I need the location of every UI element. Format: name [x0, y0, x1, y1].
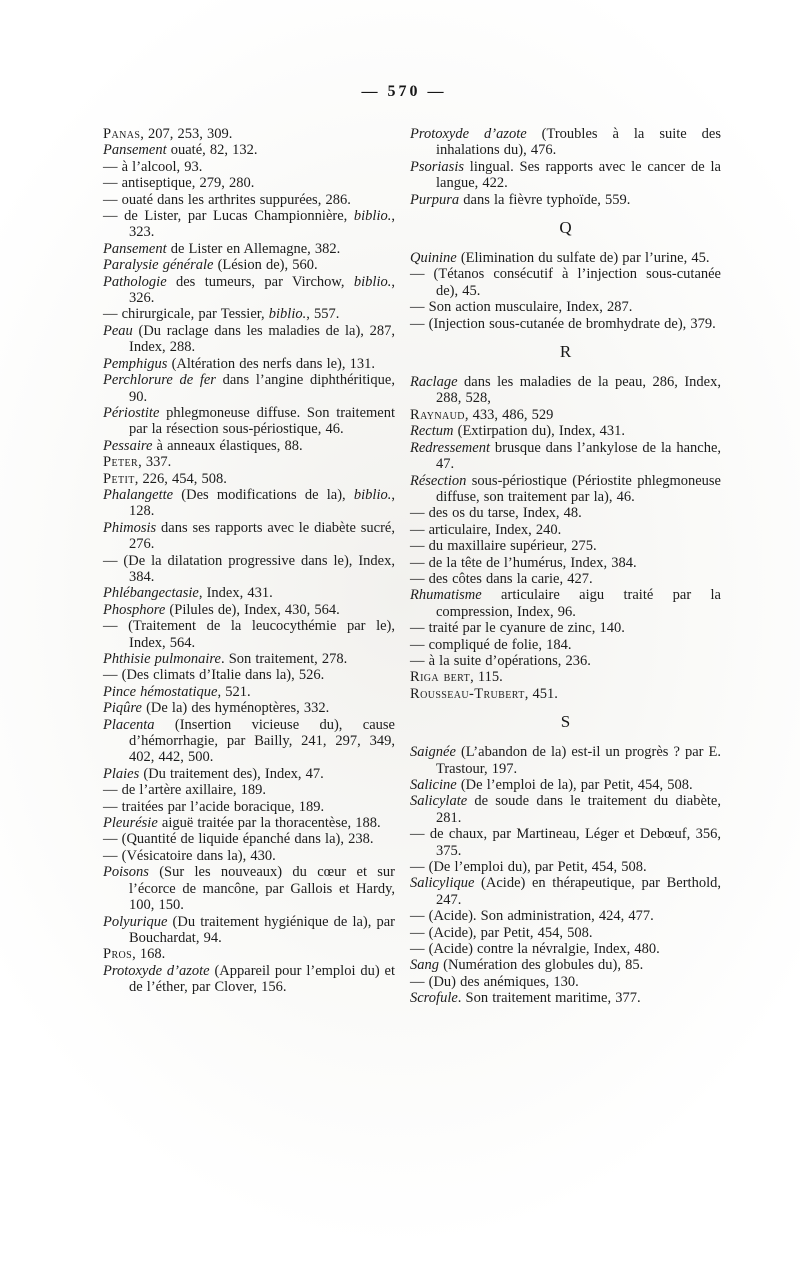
entry-segment: (Acide) en thérapeutique, par Berthold, 247.: [436, 875, 721, 908]
entry-segment: (Du traitement des), Index, 47.: [139, 765, 324, 782]
index-entry: [103, 372, 395, 405]
entry-segment: — (Tétanos consécutif à l’injection sous-cutanée de), 45.: [410, 266, 721, 299]
index-entry: [103, 782, 395, 798]
entry-segment: Raclage: [410, 374, 458, 391]
index-entry: [103, 667, 395, 683]
entry-segment: Pros: [103, 946, 133, 963]
index-entry: [103, 602, 395, 618]
entry-segment: Scrofule: [410, 990, 458, 1007]
entry-segment: Plaies: [103, 765, 140, 782]
index-entry: [103, 208, 395, 241]
index-entry: [103, 799, 395, 815]
entry-segment: , 128.: [129, 486, 395, 520]
entry-segment: — (De l’emploi du), par Petit, 454, 508.: [410, 859, 647, 876]
entry-segment: Petit: [103, 470, 135, 487]
entry-segment: Salicine: [410, 777, 457, 793]
entry-segment: — chirurgicale, par Tessier,: [103, 306, 269, 323]
entry-segment: , 557.: [306, 306, 340, 323]
index-entry: [103, 717, 395, 766]
index-entry: [410, 908, 721, 924]
index-entry: [410, 620, 721, 636]
entry-segment: . Son traitement maritime, 377.: [457, 990, 641, 1007]
entry-segment: — (Des climats d’Italie dans la), 526.: [103, 667, 325, 684]
entry-segment: Périostite: [103, 404, 160, 421]
entry-segment: articulaire aigu traité par la compression, Index, 96.: [436, 587, 721, 620]
index-columns: [103, 126, 721, 1007]
entry-segment: (Troubles à la suite des inhalations du), 476.: [436, 126, 721, 159]
entry-segment: dans la fièvre typhoïde, 559.: [459, 191, 631, 208]
index-entry: [410, 250, 721, 266]
index-entry: [103, 175, 395, 191]
entry-segment: — traité par le cyanure de zinc, 140.: [410, 620, 625, 637]
entry-segment: — (Du) des anémiques, 130.: [410, 973, 579, 990]
entry-segment: lingual. Ses rapports avec le cancer de la langue, 422.: [436, 158, 721, 192]
entry-segment: Poisons: [103, 864, 149, 881]
entry-segment: — articulaire, Index, 240.: [410, 521, 562, 538]
entry-segment: Pessaire: [103, 437, 153, 454]
entry-segment: Phlébangectasie: [103, 585, 199, 602]
entry-segment: Peter: [103, 454, 139, 471]
entry-segment: Rousseau-Trubert: [410, 685, 525, 702]
entry-segment: , Index, 431.: [198, 585, 273, 602]
entry-segment: , 451.: [524, 685, 558, 702]
index-entry: [103, 454, 395, 470]
entry-segment: (Extirpation du), Index, 431.: [453, 423, 626, 440]
entry-segment: (Du traitement hygiénique de la), par Bouchardat, 94.: [129, 913, 395, 946]
entry-segment: (Du raclage dans les maladies de la), 287, Index, 288.: [129, 322, 395, 356]
entry-segment: — (Acide). Son administration, 424, 477.: [410, 908, 654, 925]
entry-segment: (Lésion de), 560.: [213, 257, 318, 274]
index-entry: [410, 925, 721, 941]
entry-segment: Quinine: [410, 250, 457, 267]
index-entry: [410, 637, 721, 653]
entry-segment: , 337.: [138, 454, 172, 471]
index-entry: [103, 585, 395, 601]
index-entry: [410, 159, 721, 192]
index-entry: [103, 405, 395, 438]
entry-segment: (Des modifications de la),: [173, 486, 354, 503]
entry-segment: (Pilules de), Index, 430, 564.: [165, 601, 340, 618]
entry-segment: à anneaux élastiques, 88.: [152, 437, 303, 454]
entry-segment: Peau: [103, 322, 133, 339]
entry-segment: (Appareil pour l’emploi du) et de l’éther, par Clover, 156.: [129, 962, 396, 996]
index-entry: [410, 875, 721, 908]
index-entry: [103, 159, 395, 175]
index-entry: [103, 815, 395, 831]
entry-segment: Polyurique: [103, 913, 168, 930]
entry-segment: (De la) des hyménoptères, 332.: [141, 700, 330, 717]
entry-segment: dans les maladies de la peau, 286, Index, 288, 528,: [436, 374, 721, 407]
entry-segment: (De l’emploi de la), par Petit, 454, 508.: [456, 777, 693, 793]
entry-segment: , 207, 253, 309.: [140, 126, 233, 142]
entry-segment: Protoxyde d’azote: [103, 962, 210, 979]
entry-segment: — à l’alcool, 93.: [103, 158, 203, 175]
entry-segment: — (Acide), par Petit, 454, 508.: [410, 924, 593, 941]
entry-segment: , 323.: [129, 208, 395, 241]
entry-segment: Placenta: [103, 716, 155, 733]
entry-segment: (Insertion vicieuse du), cause d’hémorrhagie, par Bailly, 241, 297, 349, 402, 442, 500.: [129, 716, 395, 766]
index-entry: [410, 407, 721, 423]
index-entry: [103, 192, 395, 208]
section-heading-S: S: [560, 712, 571, 732]
index-entry: [103, 142, 395, 158]
index-entry: [103, 864, 395, 913]
index-entry: [103, 963, 395, 996]
index-entry: [103, 257, 395, 273]
entry-segment: sous-périostique (Périostite phlegmoneuse diffuse, son traitement par la), 46.: [436, 472, 721, 505]
entry-segment: phlegmoneuse diffuse. Son traitement par la résection sous-périostique, 46.: [129, 404, 395, 438]
entry-segment: brusque dans l’ankylose de la hanche, 47.: [436, 439, 721, 473]
entry-segment: (Sur les nouveaux) du cœur et sur l’écorce de mancône, par Gallois et Hardy, 100, 150.: [129, 864, 395, 914]
entry-segment: Pathologie: [103, 273, 167, 290]
index-entry: [103, 651, 395, 667]
index-entry: [410, 669, 721, 685]
entry-segment: des tumeurs, par Virchow,: [166, 273, 354, 290]
index-entry: [410, 522, 721, 538]
index-entry: [410, 859, 721, 875]
entry-segment: ouaté, 82, 132.: [166, 142, 258, 159]
entry-segment: Pleurésie: [103, 815, 158, 832]
entry-segment: Riga bert: [410, 669, 471, 686]
index-entry: [410, 473, 721, 506]
index-entry: [103, 323, 395, 356]
entry-segment: Phosphore: [103, 601, 166, 618]
entry-segment: — ouaté dans les arthrites suppurées, 286.: [103, 191, 351, 208]
index-entry: [103, 126, 395, 142]
entry-segment: — (Injection sous-cutanée de bromhydrate de), 379.: [410, 315, 716, 332]
index-entry: [103, 487, 395, 520]
entry-segment: biblio.: [353, 486, 392, 503]
index-entry: [103, 471, 395, 487]
index-entry: [410, 686, 721, 702]
section-heading-Q: Q: [559, 218, 572, 238]
index-entry: [410, 941, 721, 957]
index-entry: [410, 571, 721, 587]
index-entry: [103, 684, 395, 700]
index-entry: [103, 914, 395, 947]
entry-segment: Raynaud: [410, 406, 465, 423]
entry-segment: , 433, 486, 529: [464, 406, 554, 423]
entry-segment: dans l’angine diphthéritique, 90.: [129, 372, 395, 405]
entry-segment: , 115.: [470, 669, 503, 686]
entry-segment: , 168.: [132, 946, 166, 963]
index-entry: [103, 438, 395, 454]
index-entry: [410, 990, 721, 1006]
entry-segment: Perchlorure de fer: [103, 372, 216, 389]
index-entry: [410, 374, 721, 407]
entry-segment: — traitées par l’acide boracique, 189.: [103, 798, 325, 815]
index-entry: [410, 126, 721, 159]
entry-segment: — de chaux, par Martineau, Léger et Debœuf, 356, 375.: [410, 826, 721, 859]
entry-segment: Saignée: [410, 744, 456, 761]
index-entry: [410, 299, 721, 315]
entry-segment: , 226, 454, 508.: [134, 470, 227, 487]
index-entry: [103, 831, 395, 847]
index-entry: [103, 766, 395, 782]
index-entry: [410, 826, 721, 859]
index-entry: [410, 316, 721, 332]
entry-segment: — antiseptique, 279, 280.: [103, 175, 255, 192]
index-entry: [410, 440, 721, 473]
index-entry: [410, 423, 721, 439]
index-entry: [410, 192, 721, 208]
index-entry: [103, 241, 395, 257]
entry-segment: Phalangette: [103, 486, 174, 503]
index-entry: [103, 618, 395, 651]
entry-segment: aiguë traitée par la thoracentèse, 188.: [157, 815, 381, 832]
entry-segment: — (De la dilatation progressive dans le), Index, 384.: [103, 552, 395, 585]
entry-segment: — du maxillaire supérieur, 275.: [410, 538, 597, 555]
entry-segment: Phthisie pulmonaire: [103, 651, 221, 667]
entry-segment: , 326.: [129, 273, 395, 307]
entry-segment: — à la suite d’opérations, 236.: [410, 652, 591, 669]
index-entry: [103, 700, 395, 716]
entry-segment: Piqûre: [103, 700, 142, 717]
index-entry: [103, 553, 395, 586]
index-entry: [410, 505, 721, 521]
left-column: [103, 126, 395, 1007]
index-entry: [410, 555, 721, 571]
entry-segment: — des os du tarse, Index, 48.: [410, 505, 582, 522]
entry-segment: Résection: [410, 472, 467, 489]
index-entry: [410, 777, 721, 793]
index-entry: [410, 653, 721, 669]
section-heading-R: R: [559, 342, 572, 362]
entry-segment: biblio.: [268, 306, 307, 323]
entry-segment: , 521.: [217, 683, 251, 700]
entry-segment: (Elimination du sulfate de) par l’urine, 45.: [456, 250, 710, 267]
index-entry: [103, 274, 395, 307]
index-entry: [410, 957, 721, 973]
index-entry: [103, 848, 395, 864]
index-entry: [410, 974, 721, 990]
entry-segment: Panas: [103, 126, 141, 142]
entry-segment: Salicylate: [410, 793, 468, 810]
entry-segment: . Son traitement, 278.: [220, 651, 348, 667]
entry-segment: Rectum: [410, 423, 454, 440]
entry-segment: — de l’artère axillaire, 189.: [103, 782, 267, 799]
index-entry: [410, 266, 721, 299]
entry-segment: biblio.: [353, 208, 392, 225]
entry-segment: Purpura: [410, 191, 460, 208]
index-entry: [103, 946, 395, 962]
entry-segment: — de la tête de l’humérus, Index, 384.: [410, 554, 637, 571]
index-entry: [103, 356, 395, 372]
entry-segment: — (Acide) contre la névralgie, Index, 480.: [410, 941, 660, 958]
entry-segment: Rhumatisme: [410, 587, 482, 604]
entry-segment: — (Vésicatoire dans la), 430.: [103, 847, 276, 864]
index-entry: [410, 587, 721, 620]
index-entry: [103, 306, 395, 322]
entry-segment: Redressement: [410, 439, 490, 456]
entry-segment: (L’abandon de la) est-il un progrès ? par E. Trastour, 197.: [436, 744, 721, 777]
entry-segment: Psoriasis: [410, 158, 464, 175]
entry-segment: Salicylique: [410, 875, 475, 892]
entry-segment: (Numération des globules du), 85.: [439, 957, 644, 974]
entry-segment: — (Traitement de la leucocythémie par le), Index, 564.: [103, 618, 395, 651]
entry-segment: — compliqué de folie, 184.: [410, 636, 572, 653]
index-entry: [410, 538, 721, 554]
entry-segment: Protoxyde d’azote: [410, 126, 527, 142]
right-column: [410, 126, 721, 1007]
entry-segment: Sang: [410, 957, 439, 974]
index-entry: [410, 744, 721, 777]
entry-segment: biblio.: [353, 273, 392, 290]
entry-segment: Paralysie générale: [103, 257, 214, 274]
entry-segment: — de Lister, par Lucas Championnière,: [103, 208, 354, 225]
entry-segment: (Altération des nerfs dans le), 131.: [167, 355, 375, 372]
index-entry: [103, 520, 395, 553]
entry-segment: Pansement: [103, 240, 167, 257]
entry-segment: de soude dans le traitement du diabète, 281.: [436, 793, 721, 826]
index-entry: [410, 793, 721, 826]
page-number: — 570 —: [361, 83, 447, 100]
entry-segment: — (Quantité de liquide épanché dans la), 238.: [103, 831, 374, 848]
entry-segment: Pince hémostatique: [103, 683, 218, 700]
entry-segment: dans ses rapports avec le diabète sucré, 276.: [129, 519, 395, 553]
entry-segment: Pansement: [103, 142, 167, 159]
entry-segment: Phimosis: [103, 519, 157, 536]
entry-segment: de Lister en Allemagne, 382.: [166, 240, 341, 257]
entry-segment: — des côtes dans la carie, 427.: [410, 570, 593, 587]
entry-segment: Pemphigus: [103, 355, 168, 372]
entry-segment: — Son action musculaire, Index, 287.: [410, 299, 633, 316]
